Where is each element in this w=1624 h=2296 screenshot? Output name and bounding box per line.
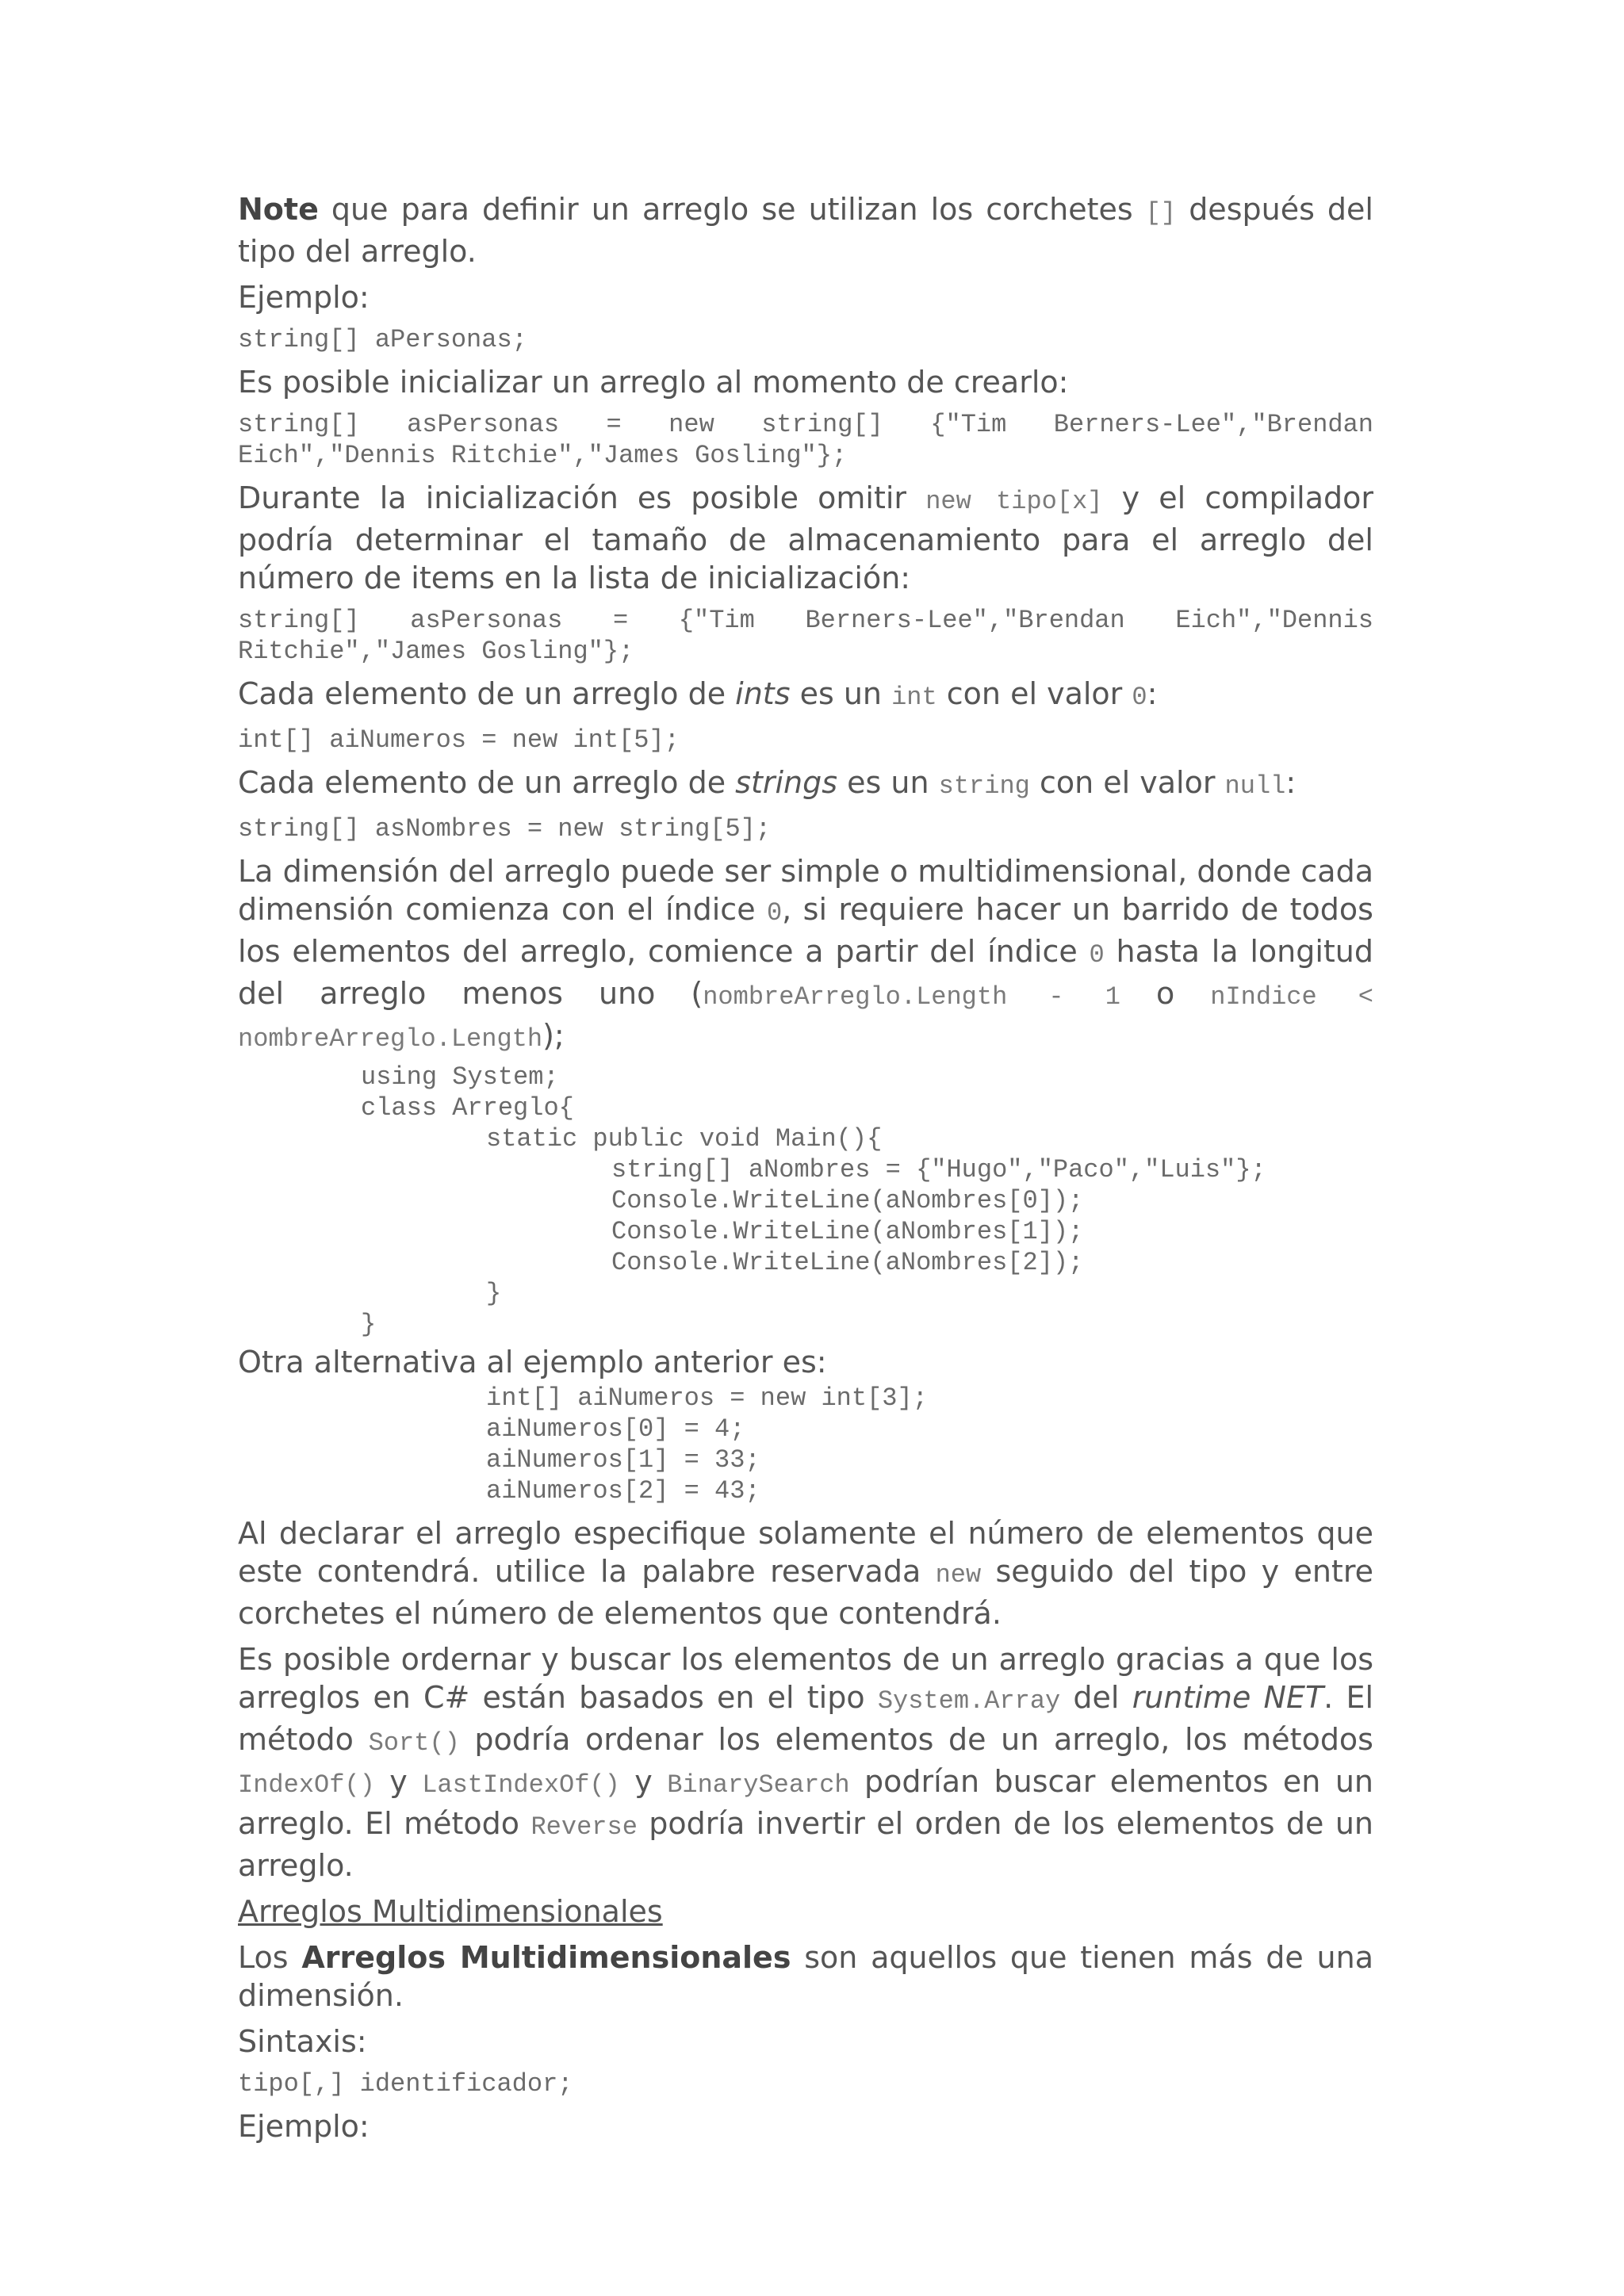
code-line: string[] asPersonas = {"Tim Berners-Lee","Brendan Eich","Dennis Ritchie","James Gosling"}; [238, 606, 1373, 666]
inline-code: 0 [1089, 940, 1105, 970]
code-line: string[] aNombres = {"Hugo","Paco","Luis"}; [611, 1155, 1266, 1184]
text: y [619, 1764, 668, 1799]
inline-code: new tipo[x] [925, 487, 1103, 516]
code-line: } [361, 1310, 377, 1339]
label-ejemplo: Ejemplo: [238, 2109, 370, 2144]
paragraph: Otra alternativa al ejemplo anterior es: [238, 1345, 827, 1380]
text: con el valor [1029, 765, 1225, 800]
text: podría ordenar los elementos de un arreglo, los métodos [459, 1722, 1373, 1757]
text: son aquellos que tienen más de una dimensión. [238, 1940, 1373, 2013]
text: podría invertir el orden de los elementos de un arreglo. [238, 1806, 1373, 1883]
inline-code: Sort() [368, 1728, 460, 1758]
bold-term: Arreglos Multidimensionales [301, 1940, 791, 1975]
code-line: using System; [361, 1062, 559, 1092]
code-line: string[] aPersonas; [238, 325, 527, 354]
code-block-program [238, 1062, 1373, 1340]
inline-code: LastIndexOf() [422, 1770, 620, 1800]
text: Es posible ordernar y buscar los elementos de un arreglo gracias a que los arreglos en C# están basados en el tipo [238, 1642, 1373, 1715]
code-line: aiNumeros[2] = 43; [486, 1476, 760, 1506]
inline-code: int [891, 683, 937, 712]
code-line: tipo[,] identificador; [238, 2069, 573, 2099]
paragraph: Es posible inicializar un arreglo al momento de crearlo: [238, 365, 1069, 400]
text: Los [238, 1940, 302, 1975]
code-line: aiNumeros[0] = 4; [486, 1414, 745, 1444]
code-line: } [486, 1279, 502, 1308]
text: Cada elemento de un arreglo de [238, 765, 736, 800]
code-line: class Arreglo{ [361, 1093, 574, 1123]
text: hasta la longitud del arreglo menos uno ( [238, 934, 1374, 1011]
text: Al declarar el arreglo especifique solamente el número de elementos que este contendrá. utilice la palabre reservada [238, 1516, 1373, 1589]
inline-code: nIndice < nombreArreglo.Length [238, 982, 1374, 1054]
text: es un [790, 676, 892, 711]
text: : [1285, 765, 1297, 800]
label-ejemplo: Ejemplo: [238, 280, 370, 315]
inline-code: IndexOf() [238, 1770, 375, 1800]
text: ); [542, 1018, 565, 1053]
code-line: aiNumeros[1] = 33; [486, 1445, 760, 1475]
text: . El método [238, 1680, 1374, 1757]
text: es un [837, 765, 939, 800]
paragraph-note [238, 190, 1373, 270]
paragraph [238, 1938, 1373, 2015]
paragraph [238, 852, 1373, 1058]
text: o [1120, 976, 1211, 1011]
inline-code: string [938, 771, 1030, 801]
code-line: Console.WriteLine(aNombres[1]); [611, 1217, 1084, 1246]
code-line: string[] asNombres = new string[5]; [238, 814, 772, 844]
text: con el valor [936, 676, 1132, 711]
text: Durante la inicialización es posible omitir [238, 480, 926, 515]
text: que para definir un arreglo se utilizan los corchetes [318, 192, 1146, 227]
text: La dimensión del arreglo puede ser simple o multidimensional, donde cada dimensión comienza con el índice [238, 854, 1373, 927]
code-line: string[] asPersonas = new string[] {"Tim Berners-Lee","Brendan Eich","Dennis Ritchie","James Gosling"}; [238, 410, 1373, 470]
paragraph [238, 763, 1373, 806]
inline-code: 0 [766, 898, 783, 928]
emphasis: ints [735, 676, 791, 711]
section-heading: Arreglos Multidimensionales [238, 1894, 663, 1929]
text: podrían buscar elementos en un arreglo. El método [238, 1764, 1373, 1841]
inline-code: 0 [1132, 683, 1147, 712]
text: y [374, 1764, 423, 1799]
inline-code: nombreArreglo.Length - 1 [703, 982, 1120, 1012]
label-sintaxis: Sintaxis: [238, 2024, 367, 2059]
document-page [238, 190, 1373, 2153]
paragraph [238, 675, 1373, 717]
emphasis: strings [735, 765, 838, 800]
paragraph [238, 479, 1373, 597]
inline-code: Reverse [530, 1812, 638, 1842]
inline-code: [] [1145, 198, 1177, 228]
text: del [1060, 1680, 1132, 1715]
text: seguido del tipo y entre corchetes el número de elementos que contendrá. [238, 1554, 1374, 1631]
code-line: static public void Main(){ [486, 1124, 883, 1154]
text: Cada elemento de un arreglo de [238, 676, 736, 711]
paragraph [238, 1640, 1373, 1885]
code-line: int[] aiNumeros = new int[5]; [238, 725, 680, 755]
inline-code: BinarySearch [667, 1770, 850, 1800]
inline-code: new [935, 1560, 982, 1590]
text: y el compilador podría determinar el tamaño de almacenamiento para el arreglo del número de items en la lista de inicialización: [238, 480, 1373, 595]
inline-code: null [1224, 771, 1286, 801]
code-block-alternative [238, 1383, 1373, 1506]
code-line: int[] aiNumeros = new int[3]; [486, 1383, 928, 1413]
text: después del tipo del arreglo. [238, 192, 1373, 269]
code-line: Console.WriteLine(aNombres[2]); [611, 1248, 1084, 1277]
text: , si requiere hacer un barrido de todos los elementos del arreglo, comience a partir del índice [238, 892, 1373, 969]
inline-code: System.Array [877, 1686, 1061, 1716]
code-line: Console.WriteLine(aNombres[0]); [611, 1186, 1084, 1215]
paragraph [238, 1514, 1373, 1632]
emphasis: runtime NET [1132, 1680, 1324, 1715]
bold-note: Note [238, 192, 319, 227]
text: : [1147, 676, 1158, 711]
